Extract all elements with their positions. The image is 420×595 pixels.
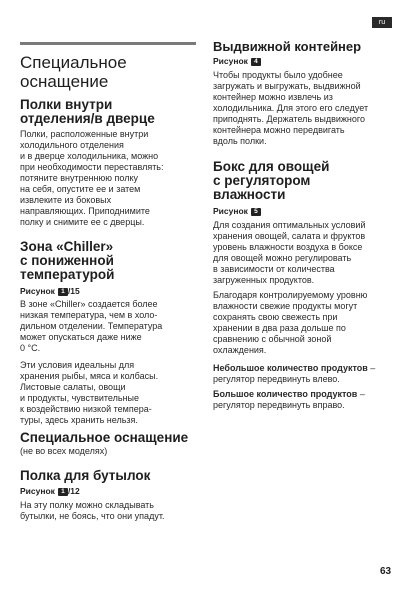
veg-box-text-2: Благодаря контролируемому уровню влажности свежие продукты могут сохранять свою свежесть при хранении в два раза дольше по сравнению с обычной зоной охлаждения.	[213, 290, 368, 355]
drawer-heading: Выдвижной контейнер	[213, 39, 362, 54]
drawer-text: Чтобы продукты было удобнее загружать и выгружать, выдвижной контейнер можно извлечь из холодильника. Для этого его следует приподнять. Держатель выдвижного контейнера можно передвигать вдоль полки.	[213, 70, 369, 146]
large-quantity-note: Большое количество продуктов – регулятор передвинуть вправо.	[213, 389, 365, 410]
special-equipment-note: (не во всех моделях)	[20, 446, 108, 456]
header-rule	[20, 42, 196, 45]
drawer-figure-ref: Рисунок 4	[213, 56, 261, 67]
page-number: 63	[380, 566, 392, 577]
figure-badge: 5	[251, 208, 261, 216]
special-equipment-heading: Специальное оснащение	[20, 430, 189, 445]
chiller-heading: Зона «Chiller» с пониженной температурой	[20, 239, 115, 282]
chiller-text-1: В зоне «Chiller» создается более низкая температура, чем в холо- дильном отделении. Температура может опускаться даже ниже 0 °С.	[20, 299, 163, 353]
page-title: Специальное оснащение	[20, 53, 127, 91]
small-quantity-note: Небольшое количество продуктов – регулятор передвинуть влево.	[213, 363, 376, 384]
door-shelves-heading: Полки внутри отделения/в дверце	[20, 97, 155, 126]
bottle-shelf-heading: Полка для бутылок	[20, 468, 151, 483]
veg-box-text-1: Для создания оптимальных условий хранения овощей, салата и фруктов уровень влажности воздуха в боксе для овощей можно регулировать в зависимости от количества загруженных продуктов.	[213, 220, 366, 285]
chiller-text-2: Эти условия идеальны для хранения рыбы, мяса и колбасы. Листовые салаты, овощи и продукты, чувствительные к воздействию низкой темпера- туры, здесь хранить нельзя.	[20, 360, 159, 425]
veg-box-heading: Бокс для овощей с регулятором влажности	[213, 159, 330, 202]
figure-badge: 4	[251, 58, 261, 66]
figure-badge: 1	[58, 288, 68, 296]
door-shelves-text: Полки, расположенные внутри холодильного отделения и в дверце холодильника, можно при необходимости переставлять: потяните внутреннюю полку на себя, опустите ее и затем извлеките из боковых направляющих. Приподнимите полку и снимите ее с дверцы.	[20, 129, 164, 227]
figure-badge: 1	[58, 488, 68, 496]
chiller-figure-ref: Рисунок 1 /15	[20, 286, 80, 296]
language-badge: ru	[372, 17, 392, 28]
veg-box-figure-ref: Рисунок 5	[213, 206, 261, 217]
bottle-shelf-figure-ref: Рисунок 1 /12	[20, 486, 80, 496]
bottle-shelf-text: На эту полку можно складывать бутылки, не боясь, что они упадут.	[20, 500, 165, 521]
